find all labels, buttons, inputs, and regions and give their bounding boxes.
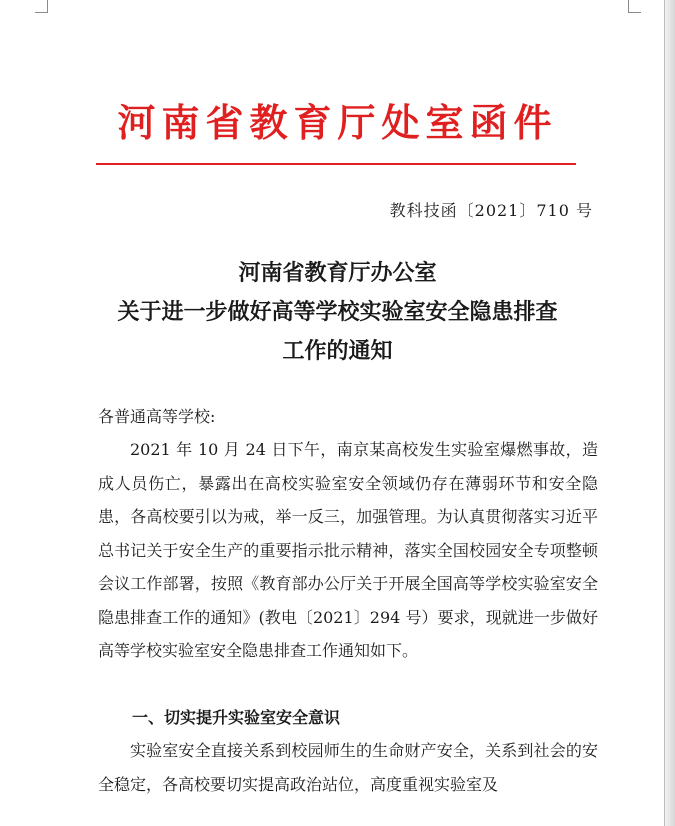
crop-mark-top-left bbox=[35, 0, 48, 13]
section-heading-1: 一、切实提升实验室安全意识 bbox=[132, 708, 341, 727]
document-number: 教科技函〔2021〕710 号 bbox=[389, 201, 593, 220]
salutation: 各普通高等学校: bbox=[98, 407, 216, 426]
notice-title-line-3: 工作的通知 bbox=[282, 338, 393, 364]
letterhead-red-rule bbox=[96, 163, 576, 165]
body-paragraph-1: 2021 年 10 月 24 日下午，南京某高校发生实验室爆燃事故，造成人员伤亡，暴露出在高校实验室安全领域仍存在薄弱环节和安全隐患，各高校要引以为戒，举一反三，加强管理。为认真贯彻落实习近平总书记关于安全生产的重要指示批示精神，落实全国校园安全专项整顿会议工作部署，按照《教育部办公厅关于开展全国高等学校实验室安全隐患排查工作的通知》(教电〔2021〕294 号）要求，现就进一步做好高等学校实验室安全隐患排查工作通知如下。 bbox=[98, 440, 598, 660]
crop-mark-top-right bbox=[628, 0, 641, 13]
letterhead-title: 河南省教育厅处室函件 bbox=[117, 100, 558, 145]
notice-title-line-1: 河南省教育厅办公室 bbox=[238, 260, 437, 286]
body-paragraph-2: 实验室安全直接关系到校园师生的生命财产安全，关系到社会的安全稳定，各高校要切实提高政治站位，高度重视实验室及 bbox=[98, 741, 598, 794]
notice-title-line-2: 关于进一步做好高等学校实验室安全隐患排查 bbox=[117, 299, 558, 325]
